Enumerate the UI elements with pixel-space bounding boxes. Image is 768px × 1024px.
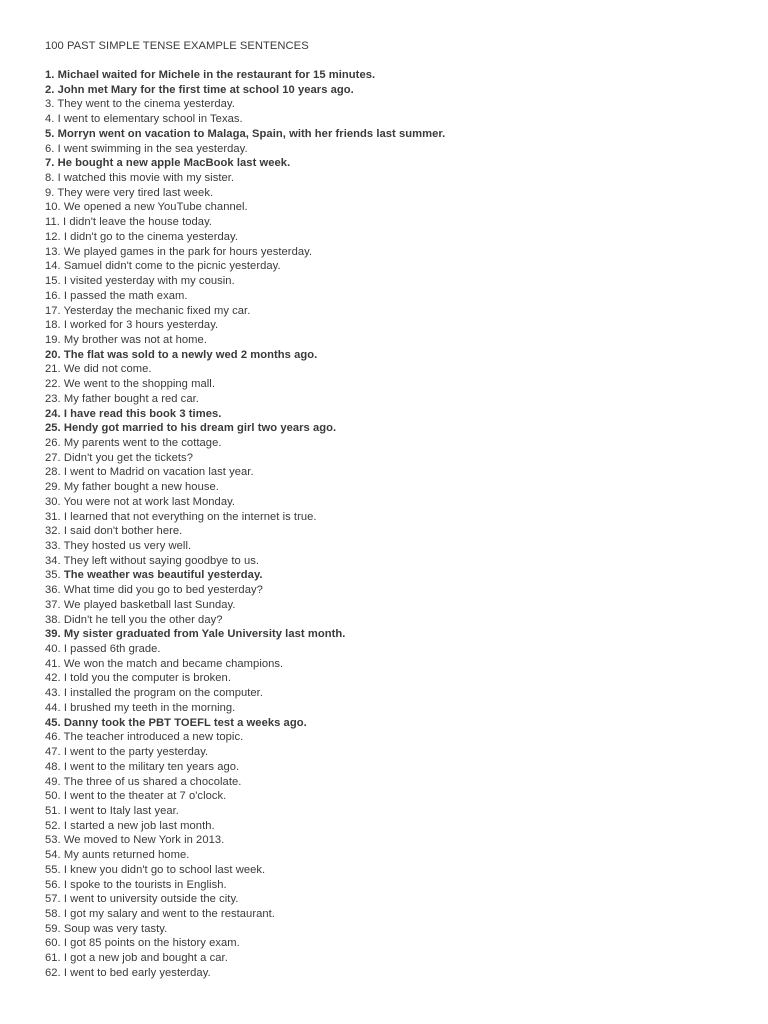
sentence-item: 31. I learned that not everything on the internet is true. xyxy=(45,510,317,523)
sentence-item: 18. I worked for 3 hours yesterday. xyxy=(45,319,219,332)
sentence-item: 9. They were very tired last week. xyxy=(45,186,214,199)
sentence-item: 12. I didn't go to the cinema yesterday. xyxy=(45,230,238,243)
sentence-item: 8. I watched this movie with my sister. xyxy=(45,172,235,185)
sentence-item: 21. We did not come. xyxy=(45,363,152,376)
sentence-item: 61. I got a new job and bought a car. xyxy=(45,952,228,965)
sentence-item: 26. My parents went to the cottage. xyxy=(45,436,222,449)
sentence-item: 42. I told you the computer is broken. xyxy=(45,672,231,685)
sentence-item: 7. He bought a new apple MacBook last week. xyxy=(45,157,291,170)
sentence-item: 17. Yesterday the mechanic fixed my car. xyxy=(45,304,251,317)
sentence-item: 58. I got my salary and went to the restaurant. xyxy=(45,907,275,920)
sentence-item: 40. I passed 6th grade. xyxy=(45,643,161,656)
sentence-item: 59. Soup was very tasty. xyxy=(45,922,168,935)
sentence-item: 4. I went to elementary school in Texas. xyxy=(45,113,243,126)
document-title: 100 PAST SIMPLE TENSE EXAMPLE SENTENCES xyxy=(45,40,309,52)
sentence-item: 43. I installed the program on the computer. xyxy=(45,687,263,700)
sentence-item: 30. You were not at work last Monday. xyxy=(45,495,236,508)
sentence-item: 50. I went to the theater at 7 o'clock. xyxy=(45,790,227,803)
sentence-item: 36. What time did you go to bed yesterday? xyxy=(45,584,263,597)
sentence-item: 48. I went to the military ten years ago. xyxy=(45,760,240,773)
sentence-item: 10. We opened a new YouTube channel. xyxy=(45,201,248,214)
sentence-item: 54. My aunts returned home. xyxy=(45,849,190,862)
sentence-item: 15. I visited yesterday with my cousin. xyxy=(45,275,235,288)
sentence-item: 19. My brother was not at home. xyxy=(45,333,207,346)
sentence-item: 6. I went swimming in the sea yesterday. xyxy=(45,142,248,155)
sentence-item: 29. My father bought a new house. xyxy=(45,481,219,494)
sentence-item: 5. Morryn went on vacation to Malaga, Spain, with her friends last summer. xyxy=(45,127,446,140)
sentence-item: 41. We won the match and became champions. xyxy=(45,657,284,670)
sentence-item: 32. I said don't bother here. xyxy=(45,525,183,538)
sentence-item: 39. My sister graduated from Yale University last month. xyxy=(45,628,346,641)
sentence-item: 22. We went to the shopping mall. xyxy=(45,378,215,391)
sentence-item: 55. I knew you didn't go to school last week. xyxy=(45,863,266,876)
sentence-item: 27. Didn't you get the tickets? xyxy=(45,451,193,464)
sentence-item: 28. I went to Madrid on vacation last year. xyxy=(45,466,254,479)
sentence-item: 57. I went to university outside the city. xyxy=(45,893,239,906)
sentence-item: 16. I passed the math exam. xyxy=(45,289,188,302)
sentence-item: 51. I went to Italy last year. xyxy=(45,804,179,817)
sentence-number: 35. xyxy=(45,569,64,582)
sentence-item: 2. John met Mary for the first time at school 10 years ago. xyxy=(45,83,354,96)
sentence-item: 62. I went to bed early yesterday. xyxy=(45,966,211,979)
sentence-item: 47. I went to the party yesterday. xyxy=(45,746,209,759)
sentence-item: 14. Samuel didn't come to the picnic yesterday. xyxy=(45,260,281,273)
sentence-item: 24. I have read this book 3 times. xyxy=(45,407,222,420)
sentence-item: 33. They hosted us very well. xyxy=(45,540,192,552)
sentence-item: 44. I brushed my teeth in the morning. xyxy=(45,701,236,714)
sentence-item: 13. We played games in the park for hours yesterday. xyxy=(45,245,313,258)
sentence-item: 53. We moved to New York in 2013. xyxy=(45,834,225,847)
sentence-item: 11. I didn't leave the house today. xyxy=(45,216,213,229)
sentence-item: 49. The three of us shared a chocolate. xyxy=(45,775,242,788)
sentence-item: 20. The flat was sold to a newly wed 2 months ago. xyxy=(45,348,318,361)
sentence-item: 38. Didn't he tell you the other day? xyxy=(45,613,223,626)
sentence-item: 1. Michael waited for Michele in the restaurant for 15 minutes. xyxy=(45,69,376,81)
sentence-item: 60. I got 85 points on the history exam. xyxy=(45,937,240,950)
sentence-item xyxy=(45,568,445,583)
sentence-item: 34. They left without saying goodbye to us. xyxy=(45,554,260,567)
sentence-item: 45. Danny took the PBT TOEFL test a weeks ago. xyxy=(45,716,307,729)
sentence-item: 3. They went to the cinema yesterday. xyxy=(45,98,235,111)
sentence-item: 52. I started a new job last month. xyxy=(45,819,215,832)
sentence-item: 37. We played basketball last Sunday. xyxy=(45,598,236,611)
sentence-item: 25. Hendy got married to his dream girl two years ago. xyxy=(45,422,337,435)
sentence-list xyxy=(45,68,445,981)
sentence-item: 46. The teacher introduced a new topic. xyxy=(45,731,244,744)
sentence-item: 23. My father bought a red car. xyxy=(45,392,199,405)
sentence-bold-text: The weather was beautiful yesterday. xyxy=(63,569,263,582)
sentence-item: 56. I spoke to the tourists in English. xyxy=(45,878,227,891)
